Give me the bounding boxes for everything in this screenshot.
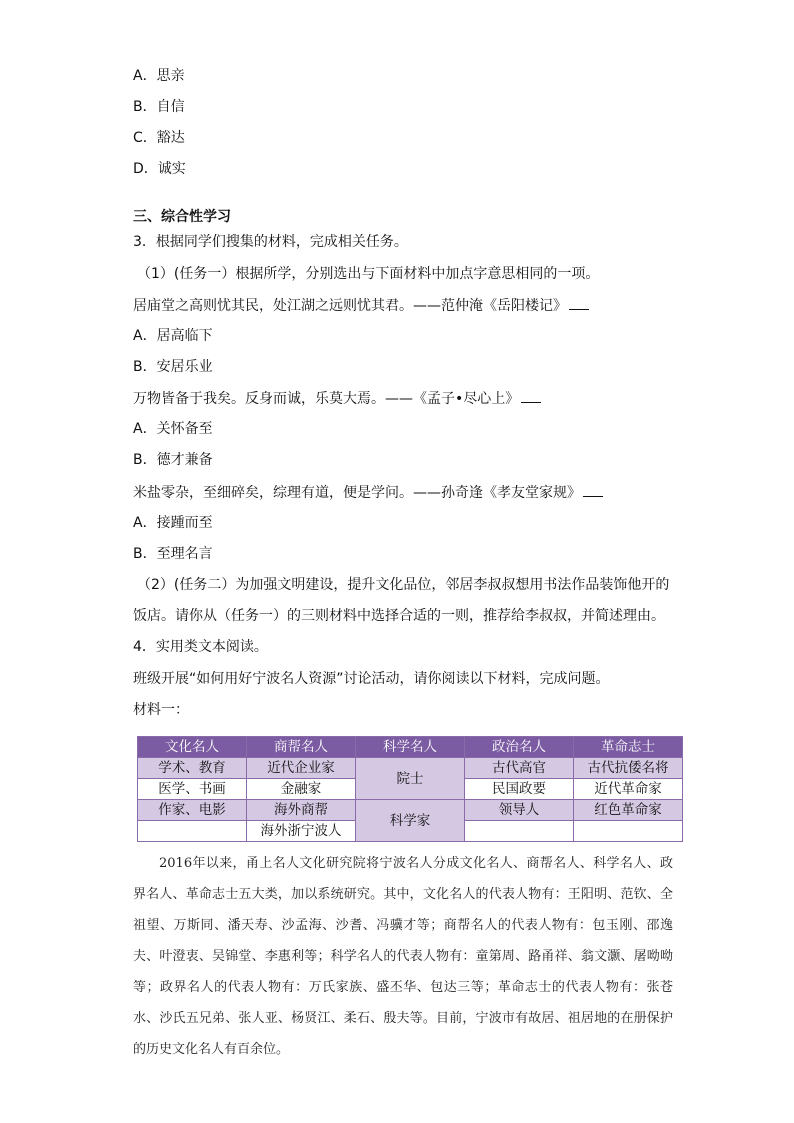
- option-a: A．思亲: [133, 68, 185, 84]
- m1-option-b: B．安居乐业: [133, 359, 213, 375]
- option-c: C．豁达: [133, 130, 185, 146]
- header-culture: 文化名人: [138, 737, 247, 758]
- m3-option-b: B．至理名言: [133, 546, 213, 562]
- material-2: [133, 389, 541, 408]
- header-science: 科学名人: [356, 737, 465, 758]
- q4-intro: 班级开展“如何用好宁波名人资源”讨论活动，请你阅读以下材料，完成问题。: [133, 671, 610, 687]
- m2-option-b: B．德才兼备: [133, 452, 213, 468]
- answer-blank-3[interactable]: [583, 483, 603, 497]
- answer-blank-2[interactable]: [521, 389, 541, 403]
- m3-option-a: A．接踵而至: [133, 515, 213, 531]
- section-title: 三、综合性学习: [133, 209, 231, 225]
- table-cell: 院士: [356, 758, 465, 800]
- table-cell: 金融家: [247, 779, 356, 800]
- table-cell: 海外商帮: [247, 800, 356, 821]
- table-cell: [465, 821, 574, 842]
- m2-option-a: A．关怀备至: [133, 421, 213, 437]
- table-cell: 古代抗倭名将: [574, 758, 683, 779]
- table-row: [138, 758, 683, 779]
- q3-task2-line2: 饭店。请你从（任务一）的三则材料中选择合适的一则，推荐给李叔叔，并简述理由。: [133, 608, 665, 624]
- header-business: 商帮名人: [247, 737, 356, 758]
- material-paragraph-text: 2016年以来，甬上名人文化研究院将宁波名人分成文化名人、商帮名人、科学名人、政界名人、革命志士五大类，加以系统研究。其中，文化名人的代表人物有：王阳明、范钦、全祖望、万斯同、潘天寿、沙孟海、沙耆、冯骥才等；商帮名人的代表人物有：包玉刚、邵逸夫、叶澄衷、吴锦堂、李惠利等；科学名人的代表人物有：童第周、路甬祥、翁文灏、屠呦呦等；政界名人的代表人物有：万氏家族、盛丕华、包达三等；革命志士的代表人物有：张苍水、沙氏五兄弟、张人亚、杨贤江、柔石、殷夫等。目前，宁波市有故居、祖居地的在册保护的历史文化名人有百余位。: [133, 856, 673, 1057]
- option-d: D．诚实: [133, 161, 186, 177]
- material-1: [133, 296, 589, 315]
- q4-stem: 4．实用类文本阅读。: [133, 639, 268, 655]
- table-header-row: [138, 737, 683, 758]
- table-cell: 科学家: [356, 800, 465, 842]
- material-label: 材料一：: [133, 702, 189, 718]
- q3-stem: 3．根据同学们搜集的材料，完成相关任务。: [133, 234, 408, 250]
- table-cell: 医学、书画: [138, 779, 247, 800]
- answer-blank-1[interactable]: [569, 296, 589, 310]
- table-cell: 学术、教育: [138, 758, 247, 779]
- table-cell: 民国政要: [465, 779, 574, 800]
- table-cell: 近代企业家: [247, 758, 356, 779]
- table-cell: 古代高官: [465, 758, 574, 779]
- q3-task2-line1: （2）(任务二）为加强文明建设，提升文化品位，邻居李叔叔想用书法作品装饰他开的: [137, 577, 670, 593]
- table-cell: [138, 821, 247, 842]
- header-politics: 政治名人: [465, 737, 574, 758]
- m1-option-a: A．居高临下: [133, 328, 213, 344]
- table-cell: 作家、电影: [138, 800, 247, 821]
- material-paragraph: [133, 848, 673, 1065]
- header-revolution: 革命志士: [574, 737, 683, 758]
- table-cell: 海外浙宁波人: [247, 821, 356, 842]
- material-3-text: 米盐零杂，至细碎矣，综理有道，便是学问。——孙奇逢《孝友堂家规》: [133, 485, 581, 501]
- option-b: B．自信: [133, 99, 185, 115]
- material-2-text: 万物皆备于我矣。反身而诚，乐莫大焉。——《孟子•尽心上》: [133, 391, 520, 407]
- material-3: [133, 483, 603, 502]
- table-cell: 领导人: [465, 800, 574, 821]
- material-1-text: 居庙堂之高则忧其民，处江湖之远则忧其君。——范仲淹《岳阳楼记》: [133, 298, 567, 314]
- table-cell: 红色革命家: [574, 800, 683, 821]
- table-cell: 近代革命家: [574, 779, 683, 800]
- q3-task1: （1）(任务一）根据所学，分别选出与下面材料中加点字意思相同的一项。: [137, 266, 600, 282]
- table-cell: [574, 821, 683, 842]
- table-row: [138, 800, 683, 821]
- celebrity-table: [137, 736, 683, 842]
